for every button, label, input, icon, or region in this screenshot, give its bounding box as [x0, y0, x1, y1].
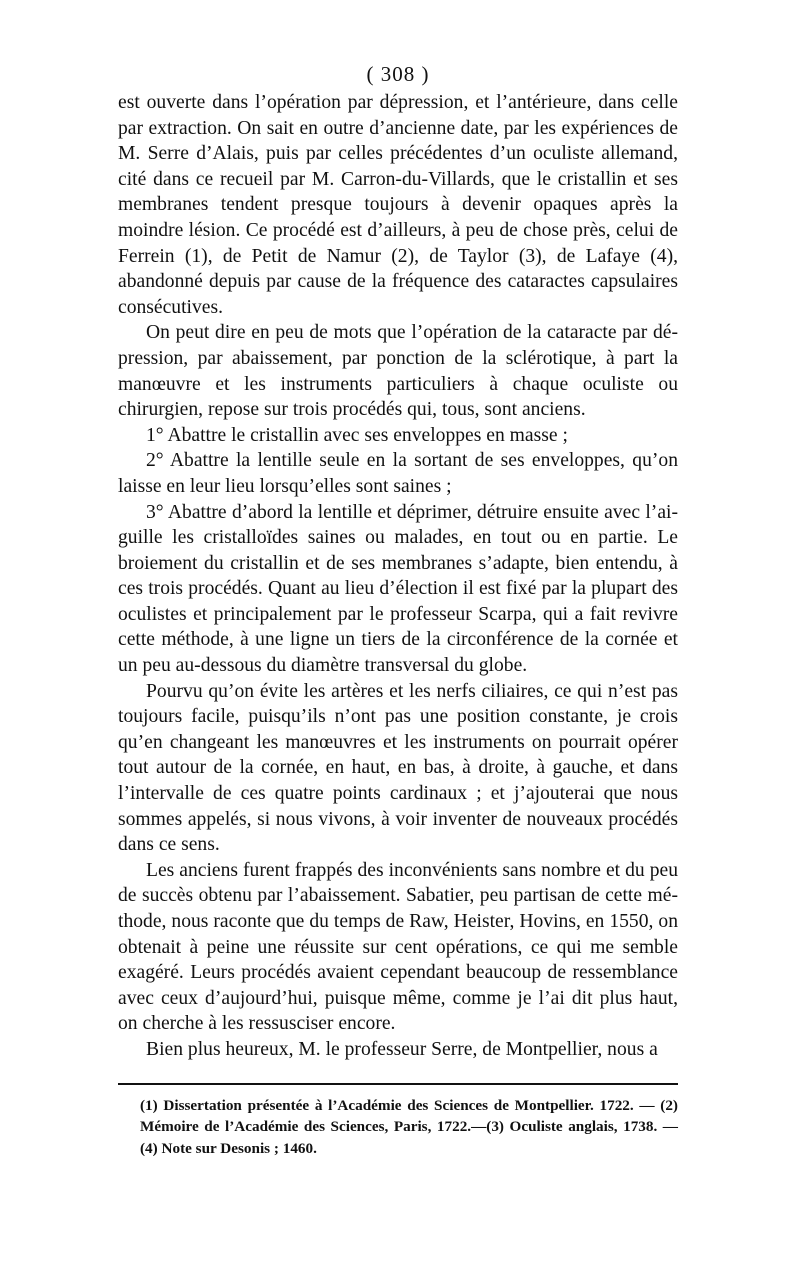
footnotes: (1) Dissertation présentée à l’Académie des Sciences de Montpellier. 1722. — (2) Mémoire de l’Académie des Sciences, Paris, 1722.—(3) Oculiste anglais, 1738. — (4) Note sur Desonis ; 1460. — [140, 1096, 678, 1157]
paragraph: Les anciens furent frappés des inconvénients sans nombre et du peu de succès obtenu par l’abaissement. Sabatier, peu partisan de cette méthode, nous raconte que du temps de Raw, Heister, Hovins, en 1550, on obtenait à peine une réussite sur cent opérations, ce qui me semble exagéré. Leurs procédés avaient cependant beaucoup de ressemblance avec ceux d’aujourd’hui, puisque même, comme je l’ai dit plus haut, on cherche à les ressusciser encore. — [118, 859, 678, 1035]
footnote-divider — [118, 1083, 678, 1085]
body-text — [118, 90, 678, 1063]
list-item: 3° Abattre d’abord la lentille et déprimer, détruire ensuite avec l’aiguille les cristalloïdes saines ou malades, en tout ou en partie. Le broiement du cristallin et de ses membranes s’adapte, bien entendu, à ces trois procédés. Quant au lieu d’élection il est fixé par la plupart des oculistes et principalement par le professeur Scarpa, qui a fait revivre cette méthode, à une ligne un tiers de la circonférence de la cornée et un peu au-dessous du diamètre transversal du globe. — [118, 501, 678, 677]
book-page — [118, 62, 678, 1159]
paragraph: On peut dire en peu de mots que l’opération de la cataracte par dépression, par abaissement, par ponction de la sclérotique, à part la manœuvre et les instruments particuliers à chaque oculiste ou chirurgien, repose sur trois procédés qui, tous, sont anciens. — [118, 322, 678, 421]
page-number: ( 308 ) — [366, 62, 430, 86]
list-item: 2° Abattre la lentille seule en la sortant de ses enveloppes, qu’on laisse en leur lieu lorsqu’elles sont saines ; — [118, 450, 678, 497]
paragraph: est ouverte dans l’opération par dépression, et l’antérieure, dans celle par extraction. On sait en outre d’ancienne date, par les expériences de M. Serre d’Alais, puis par celles précédentes d’un oculiste allemand, cité dans ce recueil par M. Carron-du-Villards, que le cristallin et ses membranes tendent presque toujours à devenir opaques après la moindre lésion. Ce procédé est d’ailleurs, à peu de chose près, celui de Ferrein (1), de Petit de Namur (2), de Taylor (3), de Lafaye (4), abandonné depuis par cause de la fréquence des cataractes capsulaires consécutives. — [118, 92, 678, 318]
paragraph: Pourvu qu’on évite les artères et les nerfs ciliaires, ce qui n’est pas toujours facile, puisqu’ils n’ont pas une position constante, je crois qu’en changeant les manœuvres et les instruments on pourrait opérer tout autour de la cornée, en haut, en bas, à droite, à gauche, et dans l’intervalle de ces quatre points cardinaux ; et j’ajouterai que nous sommes appelés, si nous vivons, à voir inventer de nouveaux procédés dans ce sens. — [118, 680, 678, 856]
paragraph: Bien plus heureux, M. le professeur Serre, de Montpellier, nous a — [146, 1038, 658, 1060]
list-item: 1° Abattre le cristallin avec ses enveloppes en masse ; — [146, 424, 568, 446]
